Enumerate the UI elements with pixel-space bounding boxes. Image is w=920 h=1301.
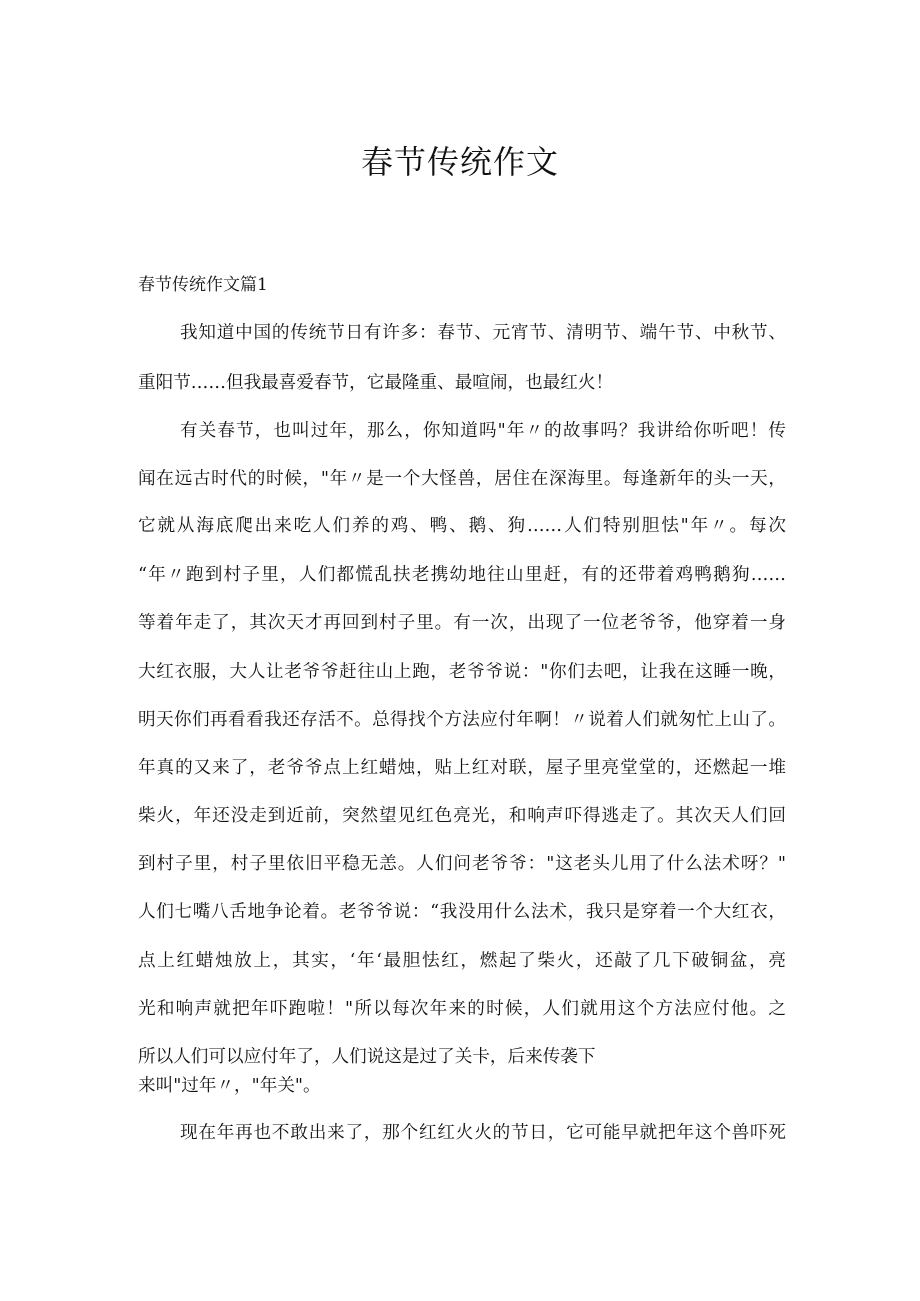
paragraph-line: 我知道中国的传统节日有许多：春节、元宵节、清明节、端午节、中秋节、 <box>180 323 786 343</box>
paragraph-line: 柴火，年还没走到近前，突然望见红色亮光，和响声吓得逃走了。其次天人们回 <box>138 806 786 826</box>
paragraph-line: 点上红蜡烛放上，其实，‘年‘最胆怯红，燃起了柴火，还敲了几下破铜盆，亮 <box>138 951 786 971</box>
document-title: 春节传统作文 <box>360 143 559 181</box>
paragraph-line: 等着年走了，其次天才再回到村子里。有一次，出现了一位老爷爷，他穿着一身 <box>138 613 786 633</box>
paragraph-line: 现在年再也不敢出来了，那个红红火火的节日，它可能早就把年这个兽吓死 <box>180 1123 786 1143</box>
paragraph-line: “年〃跑到村子里，人们都慌乱扶老携幼地往山里赶，有的还带着鸡鸭鹅狗…… <box>138 565 786 585</box>
paragraph-line: 年真的又来了，老爷爷点上红蜡烛，贴上红对联，屋子里亮堂堂的，还燃起一堆 <box>138 758 786 778</box>
paragraph-line: 闻在远古时代的时候，"年〃是一个大怪兽，居住在深海里。每逢新年的头一天， <box>138 469 786 489</box>
paragraph-line: 人们七嘴八舌地争论着。老爷爷说：“我没用什么法术，我只是穿着一个大红衣， <box>138 902 786 922</box>
paragraph-line: 来叫"过年〃，"年关"。 <box>138 1076 321 1096</box>
paragraph-line: 重阳节……但我最喜爱春节，它最隆重、最喧闹，也最红火！ <box>138 373 614 393</box>
paragraph-line: 光和响声就把年吓跑啦！"所以每次年来的时候，人们就用这个方法应付他。之 <box>138 999 786 1019</box>
section-heading: 春节传统作文篇1 <box>138 275 268 295</box>
paragraph-line: 到村子里，村子里依旧平稳无恙。人们问老爷爷："这老头儿用了什么法术呀？" <box>138 854 786 874</box>
paragraph-line: 它就从海底爬出来吃人们养的鸡、鸭、鹅、狗……人们特别胆怯"年〃。每次 <box>138 516 786 536</box>
paragraph-line: 明天你们再看看我还存活不。总得找个方法应付年啊！〃说着人们就匆忙上山了。 <box>138 710 786 730</box>
paragraph-line: 有关春节，也叫过年，那么，你知道吗"年〃的故事吗？我讲给你听吧！传 <box>180 421 786 441</box>
paragraph-line: 所以人们可以应付年了，人们说这是过了关卡，后来传袭下 <box>138 1047 596 1067</box>
paragraph-line: 大红衣服，大人让老爷爷赶往山上跑，老爷爷说："你们去吧，让我在这睡一晚， <box>138 662 786 682</box>
